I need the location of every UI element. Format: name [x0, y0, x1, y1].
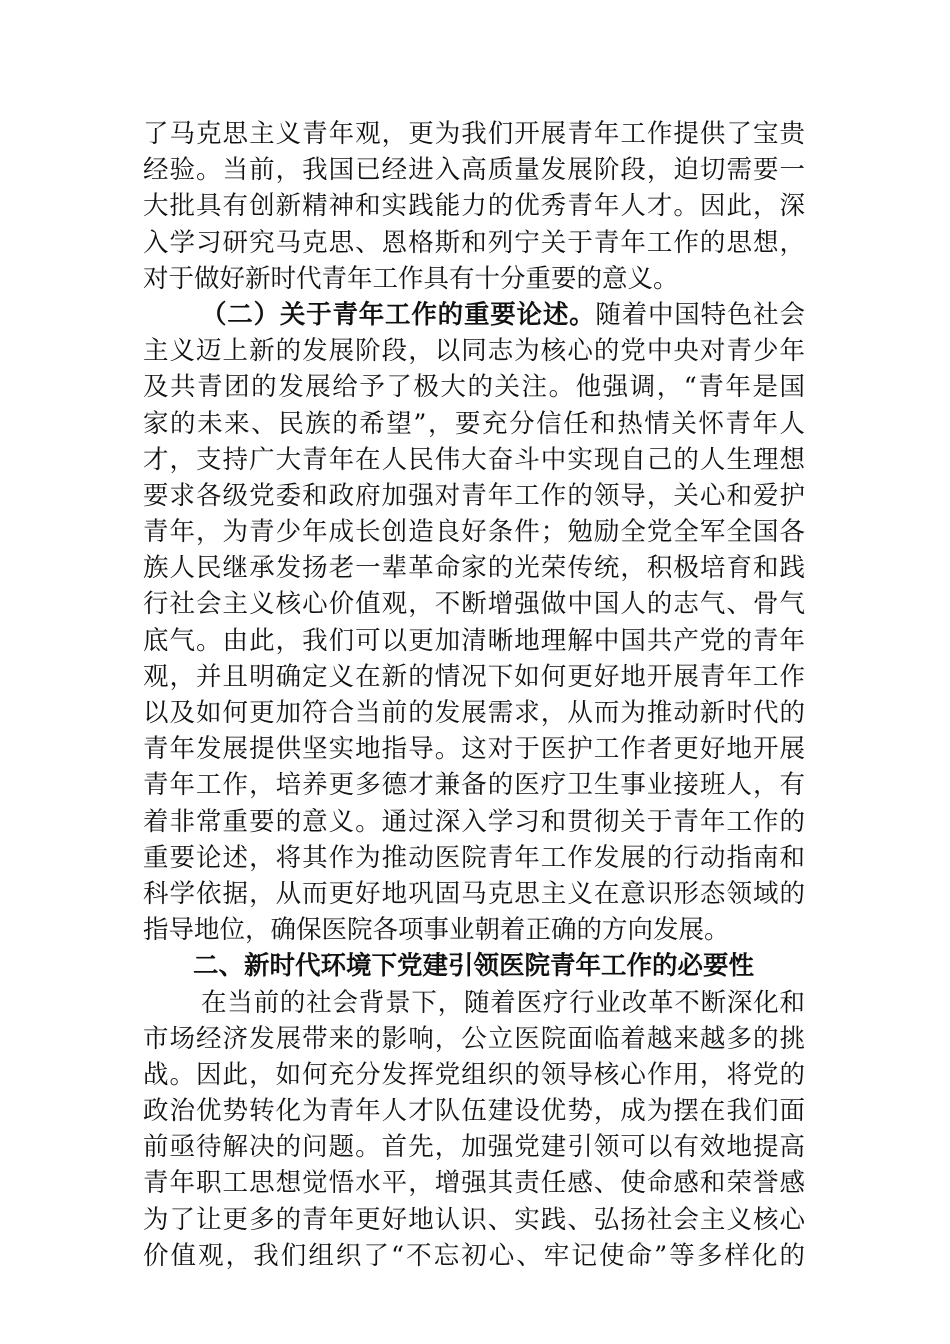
paragraph-intro-continuation [143, 116, 805, 297]
text-line: 入学习研究马克思、恩格斯和列宁关于青年工作的思想， [143, 227, 805, 258]
text-line: 为了让更多的青年更好地认识、实践、弘扬社会主义核心 [143, 1204, 805, 1235]
text-line: 科学依据，从而更好地巩固马克思主义在意识形态领域的 [143, 878, 805, 909]
text-line: 底气。由此，我们可以更加清晰地理解中国共产党的青年 [143, 625, 805, 656]
text-line: 行社会主义核心价值观，不断增强做中国人的志气、骨气 [143, 589, 805, 620]
text-segment: 随着中国特色社会 [595, 299, 805, 330]
text-line: 政治优势转化为青年人才队伍建设优势，成为摆在我们面 [143, 1096, 805, 1127]
text-line: 在当前的社会背景下，随着医疗行业改革不断深化和 [201, 987, 805, 1018]
text-line: 对于做好新时代青年工作具有十分重要的意义。 [143, 263, 679, 294]
text-line: 要求各级党委和政府加强对青年工作的领导，关心和爱护 [143, 480, 805, 511]
text-line: 家的未来、民族的希望”，要充分信任和热情关怀青年人 [143, 408, 805, 439]
text-line: 主义迈上新的发展阶段，以同志为核心的党中央对青少年 [143, 336, 805, 367]
document-page [143, 116, 805, 1274]
text-line: 青年发展提供坚实地指导。这对于医护工作者更好地开展 [143, 734, 805, 765]
text-line: 青年，为青少年成长创造良好条件；勉励全党全军全国各 [143, 517, 805, 548]
text-line: 族人民继承发扬老一辈革命家的光荣传统，积极培育和践 [143, 553, 805, 584]
text-line: 大批具有创新精神和实践能力的优秀青年人才。因此，深 [143, 191, 805, 222]
text-line: 以及如何更加符合当前的发展需求，从而为推动新时代的 [143, 698, 805, 728]
text-line: 前亟待解决的问题。首先，加强党建引领可以有效地提高 [143, 1132, 805, 1163]
text-line: 青年工作，培养更多德才兼备的医疗卫生事业接班人，有 [143, 770, 805, 801]
section-necessity [143, 948, 805, 1274]
text-line: 指导地位，确保医院各项事业朝着正确的方向发展。 [143, 915, 730, 946]
text-line: 着非常重要的意义。通过深入学习和贯彻关于青年工作的 [143, 806, 805, 837]
text-line: 重要论述，将其作为推动医院青年工作发展的行动指南和 [143, 842, 805, 873]
subsection-title: （二）关于青年工作的重要论述。 [201, 299, 596, 330]
text-line: 及共青团的发展给予了极大的关注。他强调，“青年是国 [143, 372, 805, 403]
subsection-first-line [143, 297, 805, 333]
section-heading: 二、新时代环境下党建引领医院青年工作的必要性 [193, 951, 755, 982]
text-line: 了马克思主义青年观，更为我们开展青年工作提供了宝贵 [143, 119, 805, 149]
text-line: 青年职工思想觉悟水平，增强其责任感、使命感和荣誉感 [143, 1168, 805, 1199]
text-line: 才，支持广大青年在人民伟大奋斗中实现自己的人生理想 [143, 444, 805, 475]
text-line: 战。因此，如何充分发挥党组织的领导核心作用，将党的 [143, 1059, 805, 1090]
text-line: 观，并且明确定义在新的情况下如何更好地开展青年工作 [143, 661, 805, 692]
paragraph-youth-work-discourse [143, 297, 805, 948]
text-line: 市场经济发展带来的影响，公立医院面临着越来越多的挑 [143, 1023, 805, 1054]
text-line: 经验。当前，我国已经进入高质量发展阶段，迫切需要一 [143, 155, 805, 186]
text-line: 价值观，我们组织了“不忘初心、牢记使命”等多样化的 [143, 1240, 805, 1271]
